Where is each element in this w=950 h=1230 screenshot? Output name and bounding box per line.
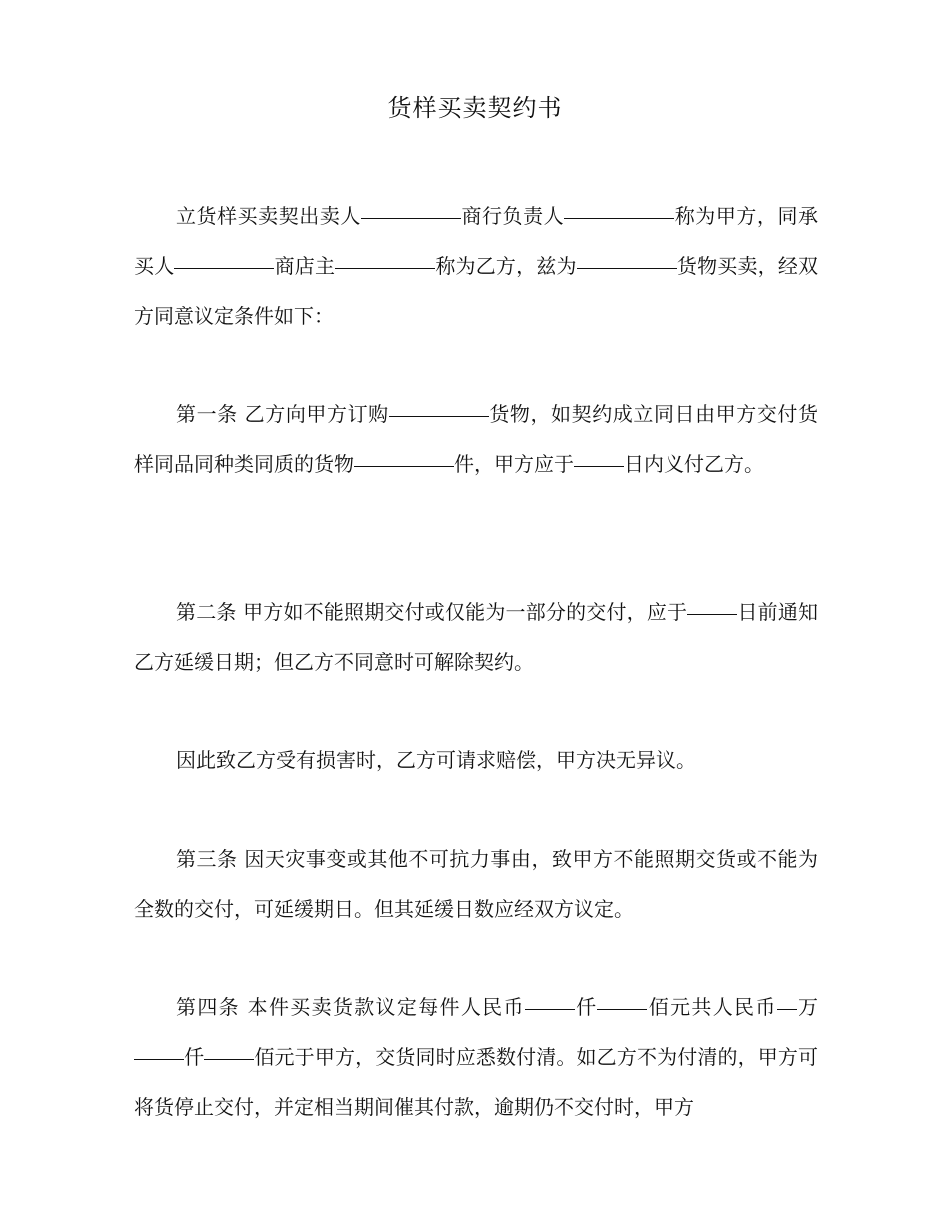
fill-in-blank	[134, 1058, 184, 1060]
paragraph-text: 立货样买卖契出卖人	[176, 204, 361, 228]
fill-in-blank	[525, 1008, 575, 1010]
fill-in-blank	[389, 415, 489, 417]
paragraph-text: 第二条 甲方如不能照期交付或仅能为一部分的交付，应于	[176, 600, 688, 624]
paragraph-text: 日内义付乙方。	[624, 452, 764, 476]
paragraph-text: 货物买卖，经双方同意议定条件如下：	[134, 254, 819, 328]
fill-in-blank	[597, 1008, 647, 1010]
paragraph-text: 佰元于甲方，交货同时应悉数付清。如乙方不为付清的，甲方可将货停止交付，并定相当期间催其付款，逾期仍不交付时，甲方	[134, 1045, 819, 1119]
fill-in-blank	[777, 1008, 797, 1010]
document-title: 货样买卖契约书	[387, 94, 563, 122]
fill-in-blank	[354, 465, 454, 467]
paragraph-text: 仟	[574, 995, 598, 1019]
paragraph-text: 称为甲方，同承买人	[134, 204, 819, 278]
paragraph-text: 商行负责人	[460, 204, 565, 228]
paragraph-text: 货物，如契约成立同日由甲方交付货样同品同种类同质的货物	[134, 402, 819, 476]
fill-in-blank	[335, 267, 435, 269]
paragraph-article-3	[134, 834, 818, 934]
fill-in-blank	[564, 217, 674, 219]
fill-in-blank	[174, 267, 274, 269]
paragraph-text: 万	[796, 995, 819, 1019]
paragraph-text: 第一条 乙方向甲方订购	[176, 402, 389, 426]
paragraph-text: 佰元共人民币	[647, 995, 777, 1019]
paragraph-article-2-cont	[134, 735, 818, 785]
paragraph-article-2	[134, 587, 818, 687]
fill-in-blank	[204, 1058, 254, 1060]
paragraph-text: 日前通知乙方延缓日期；但乙方不同意时可解除契约。	[134, 600, 819, 674]
paragraph-text: 因此致乙方受有损害时，乙方可请求赔偿，甲方决无异议。	[176, 748, 696, 772]
paragraph-article-1	[134, 389, 818, 489]
paragraph-text: 第四条 本件买卖货款议定每件人民币	[176, 995, 525, 1019]
paragraph-text: 称为乙方，兹为	[435, 254, 577, 278]
fill-in-blank	[687, 613, 737, 615]
paragraph-text: 件，甲方应于	[454, 452, 574, 476]
paragraph-text: 第三条 因天灾事变或其他不可抗力事由，致甲方不能照期交货或不能为全数的交付，可延缓期日。但其延缓日数应经双方议定。	[134, 847, 818, 921]
paragraph-article-4	[134, 982, 818, 1132]
fill-in-blank	[574, 465, 624, 467]
paragraph-text: 仟	[184, 1045, 205, 1069]
paragraph-text: 商店主	[274, 254, 336, 278]
paragraph-preamble	[134, 191, 818, 341]
fill-in-blank	[577, 267, 677, 269]
fill-in-blank	[361, 217, 461, 219]
